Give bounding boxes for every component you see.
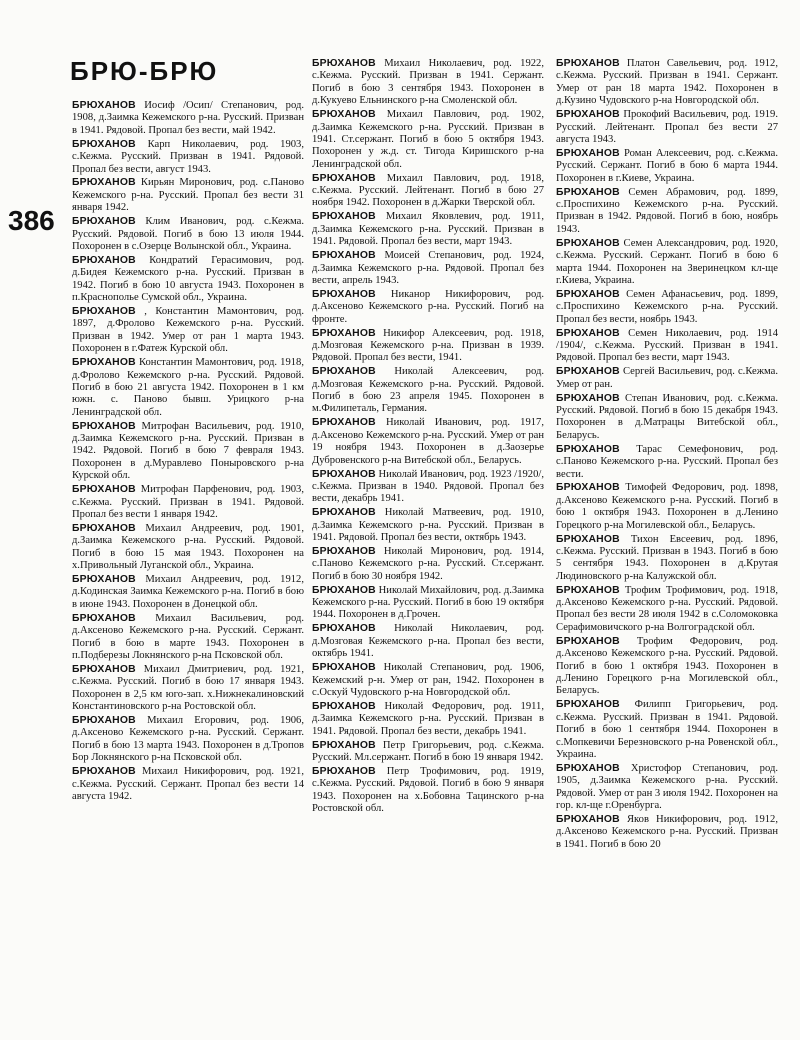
entry-surname: БРЮХАНОВ [312,288,376,300]
entry [556,444,778,481]
entry-details: Прокофий Васильевич, род. 1919. Русский. Лейтенант. Пропал без вести 27 августа 1943. [556,109,778,145]
entry-surname: БРЮХАНОВ [72,254,136,266]
entry [312,585,544,622]
entry-surname: БРЮХАНОВ [312,417,376,429]
entry-surname: БРЮХАНОВ [556,533,620,545]
entry-surname: БРЮХАНОВ [556,584,620,596]
entry [72,139,304,176]
entry-surname: БРЮХАНОВ [556,58,620,69]
entry-details: Михаил Андреевич, род. 1912, д.Кодинская Заимка Кежемского р-на. Погиб в бою в июне 1943. Похоронен в Донецкой обл. [72,574,304,610]
entry-details: Николай Миронович, род. 1914, с.Паново Кежемского р-на. Русский. Ст.сержант. Погиб в бою 30 ноября 1942. [312,545,544,582]
entry-details: Трофим Трофимович, род. 1918, д.Аксеново Кежемского р-на. Русский. Рядовой. Пропал без вести 28 июля 1942 в с.Соломоковка Серафимовичского р-на Волгоградской обл. [556,584,778,633]
entry-surname: БРЮХАНОВ [312,623,376,635]
entry-surname: БРЮХАНОВ [312,172,376,184]
entry [72,421,304,483]
entry-details: Тихон Евсеевич, род. 1896, с.Кежма. Русский. Призван в 1943. Погиб в бою 5 сентября 1943. Похоронен в д.Крутая Людиновского р-на Калужской обл. [556,533,779,582]
entry [556,482,778,532]
entry [72,177,304,214]
entry-details: Михаил Павлович, род. 1902, д.Заимка Кежемского р-на. Русский. Призван в 1941. Ст.сержант. Погиб в бою 5 октября 1943. Похоронен у ж.д. ст. Тигода Киришского р-на Ленинградской обл. [312,109,544,170]
entry [72,574,304,611]
entry-surname: БРЮХАНОВ [312,58,376,69]
entry-details: Николай Николаевич, род. д.Мозговая Кежемского р-на. Пропал без вести, октябрь 1941. [312,623,544,660]
entry [72,216,304,253]
entry-details: Никанор Никифорович, род. д.Аксеново Кежемского р-на. Русский. Погиб на фронте. [312,288,545,325]
entry [312,289,544,326]
entry [312,662,544,699]
entry-details: Роман Алексеевич, род. с.Кежма. Русский. Сержант. Погиб в бою 6 марта 1944. Похоронен в г.Киеве, Украина. [556,147,778,184]
entry-details: Митрофан Парфенович, род. 1903, с.Кежма. Русский. Призван в 1941. Рядовой. Пропал без вести 1 января 1942. [72,484,304,520]
entry-surname: БРЮХАНОВ [312,739,376,751]
entry [312,507,544,544]
entry-details: Михаил Дмитриевич, род. 1921, с.Кежма. Русский. Погиб в бою 17 января 1943. Похоронен в 2,5 км юго-зап. х.Нижнекалиновский Константиновского р-на Ростовской обл. [72,663,304,713]
entry-surname: БРЮХАНОВ [556,392,620,404]
entry [312,740,544,765]
entry-surname: БРЮХАНОВ [72,574,136,586]
entry-surname: БРЮХАНОВ [556,482,620,494]
entry [556,699,778,761]
entry-surname: БРЮХАНОВ [312,765,376,777]
entry-details: Тимофей Федорович, род. 1898, д.Аксеново Кежемского р-на. Русский. Погиб в бою 1 октября 1943. Похоронен в д.Ленино Горецкого р-на Могилевской обл., Беларусь. [556,482,778,531]
entry [312,623,544,660]
entry [556,289,778,326]
entry [72,357,304,419]
entry-details: Михаил Никифорович, род. 1921, с.Кежма. Русский. Сержант. Пропал без вести 14 августа 1942. [72,766,304,802]
entry [556,534,778,584]
entry-details: Иосиф /Осип/ Степанович, род. 1908, д.Заимка Кежемского р-на. Русский. Призван в 1941. Рядовой. Пропал без вести, май 1942. [72,100,304,136]
entry-details: Михаил Егорович, род. 1906, д.Аксеново Кежемского р-на. Русский. Сержант. Погиб в бою 13 марта 1943. Похоронен в д.Тропов Бор Локнянского р-на Псковской обл. [72,715,304,764]
entry-details: Митрофан Васильевич, род. 1910, д.Заимка Кежемского р-на. Русский. Призван в 1942. Рядовой. Погиб в бою 7 февраля 1943. Похоронен в д.Муравлево Поныровского р-на Курской обл. [72,420,304,482]
entry-surname: БРЮХАНОВ [312,109,376,121]
column-1 [72,100,304,805]
entry-details: Яков Никифорович, род. 1912, д.Аксеново Кежемского р-на. Русский. Призван в 1941. Погиб в бою 20 [556,813,778,850]
entry-details: Трофим Федорович, род. д.Аксеново Кежемского р-на. Русский. Рядовой. Погиб в бою 1 октября 1943. Похоронен в д.Ленино Горецкого р-на Могилевской обл., Беларусь. [556,635,778,697]
entry-details: Платон Савельевич, род. 1912, с.Кежма. Русский. Призван в 1941. Сержант. Умер от ран 18 марта 1942. Похоронен в д.Кузино Чудовского р-на Новгородской обл. [556,58,778,107]
entry-surname: БРЮХАНОВ [312,211,376,223]
entry [556,763,778,813]
entry-details: Семен Абрамович, род. 1899, с.Проспихино Кежемского р-на. Русский. Призван в 1942. Рядовой. Погиб в бою, ноябрь 1943. [556,186,778,235]
entry-surname: БРЮХАНОВ [72,612,136,624]
entry-surname: БРЮХАНОВ [312,662,376,674]
entry [72,100,304,137]
entry-surname: БРЮХАНОВ [556,443,620,455]
entry [312,211,544,248]
entry [556,585,778,635]
entry-surname: БРЮХАНОВ [72,420,136,432]
entry-surname: БРЮХАНОВ [72,177,136,189]
entry-surname: БРЮХАНОВ [72,663,136,675]
entry [72,306,304,356]
entry-surname: БРЮХАНОВ [556,762,620,774]
entry [312,366,544,416]
entry-details: Сергей Васильевич, род. с.Кежма. Умер от ран. [556,366,778,390]
entry-surname: БРЮХАНОВ [556,147,620,159]
entry-surname: БРЮХАНОВ [556,288,620,300]
page-header-title: БРЮ-БРЮ [70,56,219,86]
entry-surname: БРЮХАНОВ [72,522,136,534]
entry-surname: БРЮХАНОВ [312,468,376,480]
entry-surname: БРЮХАНОВ [72,100,136,111]
entry-details: Николай Матвеевич, род. 1910, д.Заимка Кежемского р-на. Русский. Призван в 1941. Рядовой. Пропал без вести, октябрь 1943. [312,507,544,544]
entry [556,148,778,185]
entry-details: Кирьян Миронович, род. с.Паново Кежемского р-на. Русский. Пропал без вести 31 января 1942. [72,177,304,214]
entry-surname: БРЮХАНОВ [312,327,376,339]
entry-surname: БРЮХАНОВ [556,327,620,339]
entry-details: Моисей Степанович, род. 1924, д.Заимка Кежемского р-на. Рядовой. Пропал без вести, апрель 1943. [312,250,544,286]
entry [72,715,304,765]
entry-surname: БРЮХАНОВ [72,306,136,317]
entry [72,484,304,521]
entry-surname: БРЮХАНОВ [556,699,620,711]
entry [312,109,544,171]
entry-surname: БРЮХАНОВ [556,237,620,249]
entry-surname: БРЮХАНОВ [556,186,620,198]
entry-details: Тарас Семефонович, род. с.Паново Кежемского р-на. Русский. Пропал без вести. [556,443,778,480]
entry-details: Степан Иванович, род. с.Кежма. Русский. Рядовой. Погиб в бою 15 декабря 1943. Похоронен в д.Матрацы Витебской обл., Беларусь. [556,392,778,441]
entry-surname: БРЮХАНОВ [556,635,620,647]
entry [72,664,304,714]
column-2 [312,58,544,817]
entry [312,546,544,583]
entry-details: Михаил Васильевич, род. д.Аксеново Кежемского р-на. Русский. Сержант. Погиб в бою в марте 1943. Похоронен в п.Подберезы Локнянского р-на Псковской обл. [72,612,304,661]
entry-details: Клим Иванович, род. с.Кежма. Русский. Рядовой. Погиб в бою 13 июля 1944. Похоронен в с.Озерце Волынской обл., Украина. [72,216,304,252]
entry-surname: БРЮХАНОВ [312,545,376,557]
entry [72,613,304,663]
entry-details: Михаил Яковлевич, род. 1911, д.Заимка Кежемского р-на. Русский. Призван в 1941. Рядовой. Пропал без вести, март 1943. [312,211,544,248]
entry-details: Николай Степанович, род. 1906, Кежемский р-н. Умер от ран, 1942. Похоронен в с.Оскуй Чудовского р-на Новгородской обл. [312,662,544,698]
entry-surname: БРЮХАНОВ [72,138,136,150]
entry-details: Николай Михайлович, род. д.Заимка Кежемского р-на. Русский. Погиб в бою 19 октября 1944. Похоронен в д.Грочен. [312,584,544,621]
entry-details: Константин Мамонтович, род. 1918, д.Фролово Кежемского р-на. Русский. Рядовой. Погиб в бою 21 августа 1942. Похоронен в 1 км южн. с. Паново бывш. Урицкого р-на Ленинградской обл. [72,357,305,418]
entry-details: Карп Николаевич, род. 1903, с.Кежма. Русский. Призван в 1941. Рядовой. Пропал без вести, август 1943. [72,138,304,175]
page-number: 386 [8,205,55,236]
entry-surname: БРЮХАНОВ [72,766,136,778]
entry-surname: БРЮХАНОВ [312,366,376,378]
entry-details: Михаил Николаевич, род. 1922, с.Кежма. Русский. Призван в 1941. Сержант. Погиб в бою 3 сентября 1943. Похоронен в д.Кукуево Ельнинского р-на Смоленской обл. [312,58,544,107]
entry-surname: БРЮХАНОВ [556,366,620,378]
entry [72,766,304,803]
entry [312,701,544,738]
entry [556,328,778,365]
entry [556,366,778,391]
entry-details: Семен Николаевич, род. 1914 /1904/, с.Кежма. Русский. Призван в 1941. Рядовой. Пропал без вести, март 1943. [556,327,778,364]
entry-details: Семен Александрович, род. 1920, с.Кежма. Русский. Сержант. Погиб в бою 6 марта 1944. Похоронен на Зверинецком кл-ще г.Киева, Украина. [556,237,778,286]
entry [312,469,544,506]
entry-details: , Константин Мамонтович, род. 1897, д.Фролово Кежемского р-на. Русский. Призван в 1942. Умер от ран 1 марта 1943. Похоронен в г.Фатеж Курской обл. [72,306,305,355]
entry-surname: БРЮХАНОВ [72,484,136,496]
entry-details: Николай Иванович, род. 1917, д.Аксеново Кежемского р-на. Русский. Умер от ран 19 ноября 1943. Похоронен в д.Заозерье Дубровенского р-на Витебской обл., Беларусь. [312,417,544,466]
entry-details: Николай Иванович, род. 1923 /1920/, с.Кежма. Призван в 1940. Рядовой. Пропал без вести, декабрь 1941. [312,468,544,505]
entry [556,109,778,146]
entry-surname: БРЮХАНОВ [72,715,136,726]
entry [312,417,544,467]
entry-details: Христофор Степанович, род. 1905, д.Заимка Кежемского р-на. Русский. Рядовой. Умер от ран 3 июля 1942. Похоронен на гор. кл-ще г.Оренбурга. [556,762,778,812]
entry-details: Филипп Григорьевич, род. с.Кежма. Русский. Призван в 1941. Рядовой. Погиб в бою 1 сентября 1944. Похоронен в с.Мопкевичи Березновского р-на Ровенской обл., Украина. [556,699,778,760]
entry [556,238,778,288]
entry-details: Петр Григорьевич, род. с.Кежма. Русский. Мл.сержант. Погиб в бою 19 января 1942. [312,739,544,763]
entry-surname: БРЮХАНОВ [312,700,376,712]
entry-details: Николай Федорович, род. 1911, д.Заимка Кежемского р-на. Русский. Призван в 1941. Рядовой. Пропал без вести, декабрь 1941. [312,700,544,737]
entry [312,766,544,816]
entry [312,250,544,287]
entry-surname: БРЮХАНОВ [72,216,136,228]
entry-details: Михаил Павлович, род. 1918, с.Кежма. Русский. Лейтенант. Погиб в бою 27 ноября 1942. Похоронен в д.Жарки Тверской обл. [312,172,544,209]
entry [556,636,778,698]
entry-details: Николай Алексеевич, род. д.Мозговая Кежемского р-на. Русский. Рядовой. Погиб в бою 23 апреля 1945. Похоронен в м.Филипеталь, Германия. [312,366,544,415]
entry [556,814,778,851]
entry [556,187,778,237]
entry-details: Кондратий Герасимович, род. д.Бидея Кежемского р-на. Русский. Призван в 1942. Погиб в бою 10 августа 1943. Похоронен в п.Краснополье Сумской обл., Украина. [72,254,304,304]
entry-details: Семен Афанасьевич, род. 1899, с.Проспихино Кежемского р-на. Русский. Пропал без вести, ноябрь 1943. [556,288,778,325]
entry-surname: БРЮХАНОВ [556,813,620,825]
entry [556,393,778,443]
entry-surname: БРЮХАНОВ [312,584,376,596]
column-3 [556,58,778,853]
entry [312,328,544,365]
entry [312,173,544,210]
entry-details: Никифор Алексеевич, род. 1918, д.Мозговая Кежемского р-на. Призван в 1939. Рядовой. Пропал без вести, 1941. [312,327,544,364]
entry [556,58,778,108]
entry-surname: БРЮХАНОВ [556,109,620,121]
entry-surname: БРЮХАНОВ [72,357,136,369]
entry-details: Михаил Андреевич, род. 1901, д.Заимка Кежемского р-на. Русский. Рядовой. Погиб в бою 15 мая 1943. Похоронен на х.Привольный Луганской обл., Украина. [72,522,304,572]
entry [312,58,544,108]
entry [72,523,304,573]
entry-surname: БРЮХАНОВ [312,250,376,262]
entry [72,255,304,305]
entry-surname: БРЮХАНОВ [312,507,376,519]
entry-details: Петр Трофимович, род. 1919, с.Кежма. Русский. Рядовой. Погиб в бою 9 января 1943. Похоронен на х.Бобовна Тацинского р-на Ростовской обл. [312,765,544,815]
